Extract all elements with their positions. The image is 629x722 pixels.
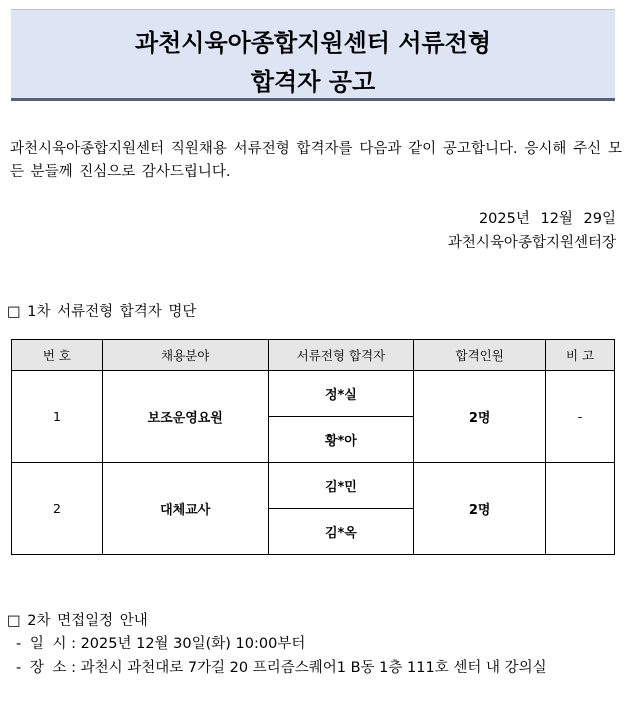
schedule-location-label: - 장 소	[16, 660, 67, 676]
row-count: 2명	[414, 371, 546, 463]
table-header-row	[12, 340, 615, 371]
schedule-location	[16, 656, 547, 677]
header-number: 번 호	[12, 340, 103, 371]
title-banner	[11, 9, 615, 101]
intro-paragraph: 과천시육아종합지원센터 직원채용 서류전형 합격자를 다음과 같이 공고합니다. 응시해 주신 모든 분들께 진심으로 감사드립니다.	[10, 141, 622, 180]
row-applicant: 김*옥	[268, 509, 414, 555]
row-applicant: 김*민	[268, 463, 414, 509]
schedule-location-value: : 과천시 과천대로 7가길 20 프리즘스퀘어1 B동 1층 111호 센터 내 강의실	[71, 660, 547, 676]
page-subtitle: 합격자 공고	[250, 68, 376, 96]
row-applicant: 황*아	[268, 417, 414, 463]
row-applicant: 정*실	[268, 371, 414, 417]
row-note	[546, 463, 615, 555]
header-note: 비 고	[546, 340, 615, 371]
schedule-datetime-value: : 2025년 12월 30일(화) 10:00부터	[71, 636, 306, 652]
table-row	[12, 463, 615, 509]
row-field: 보조운영요원	[102, 371, 268, 463]
section-heading-interview: □ 2차 면접일정 안내	[7, 613, 148, 629]
section-heading-results: □ 1차 서류전형 합격자 명단	[7, 304, 197, 320]
schedule-datetime	[16, 632, 305, 653]
schedule-datetime-label: - 일 시	[16, 636, 67, 652]
row-count: 2명	[414, 463, 546, 555]
header-field: 채용분야	[102, 340, 268, 371]
row-number: 2	[12, 463, 103, 555]
row-number: 1	[12, 371, 103, 463]
row-field: 대체교사	[102, 463, 268, 555]
header-count: 합격인원	[414, 340, 546, 371]
announcement-date: 2025년 12월 29일	[478, 211, 616, 227]
page-title: 과천시육아종합지원센터 서류전형	[134, 29, 492, 57]
table-row	[12, 371, 615, 417]
row-note: -	[546, 371, 615, 463]
header-applicants: 서류전형 합격자	[268, 340, 414, 371]
results-table	[11, 339, 615, 555]
issuer-name: 과천시육아종합지원센터장	[447, 235, 616, 251]
